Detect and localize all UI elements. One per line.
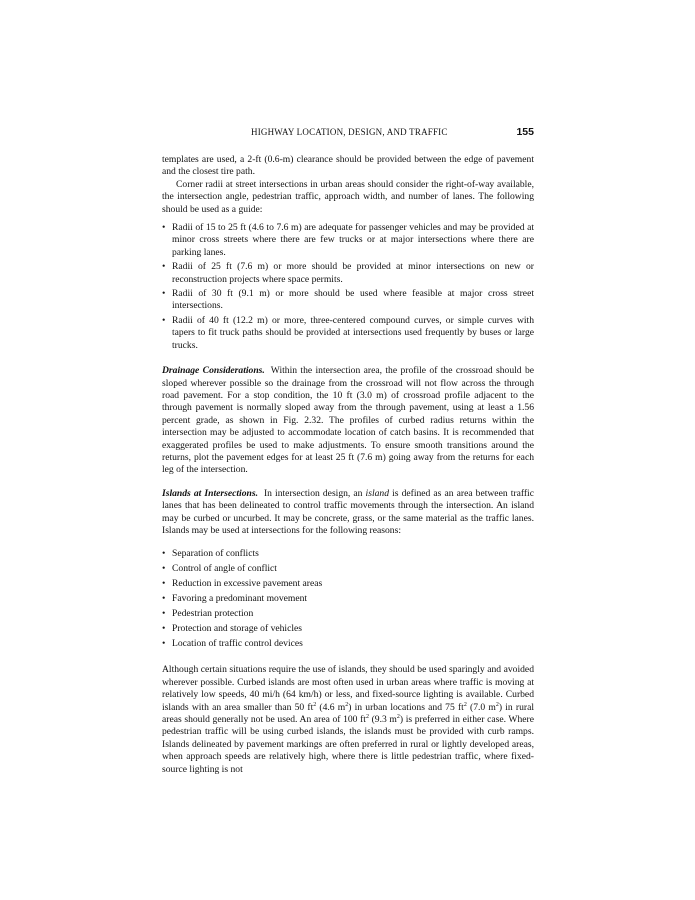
drainage-heading: Drainage Considerations. (162, 365, 265, 377)
islands-usage-paragraph: Although certain situations require the use of islands, they should be used sparingly and avoided wherever possible. Curbed islands are most often used in urban areas where traffic is moving at relatively low speeds, 40 mi/h (64 km/h) or less, and fixed-source lighting is available. Curbed islands with an area smaller than 50 $ft^2$ (4.6 $m^2$) in urban locations and 75 $ft^2$ (7.0 $m^2$) in rural areas should generally not be used. An area of 100 $ft^2$ (9.3 $m^2$) is preferred in either case. Where pedestrian traffic will be using curbed islands, the islands must be provided with curb ramps. Islands delineated by pavement markings are often preferred in rural or lightly developed areas, when approach speeds are relatively high, where there is little pedestrian traffic, where fixed-source lighting is not (162, 664, 534, 775)
page-number: 155 (516, 126, 534, 138)
islands-text-before: In intersection design, an (263, 487, 363, 499)
list-item: • Radii of 40 ft (12.2 m) or more, three-centered compound curves, or simple curves with tapers to fit truck paths should be provided at intersections used frequently by buses or large trucks. (162, 315, 534, 352)
list-item: • Protection and storage of vehicles (162, 623, 534, 635)
radii-bullet-list (162, 222, 534, 352)
list-item: • Separation of conflicts (162, 548, 534, 560)
islands-text-after: is defined as an area between traffic lanes that has been delineated to control traffic movements through the intersection. An island may be curbed or uncurbed. It may be concrete, grass, or the same material as the traffic lanes. Islands may be used at intersections for the following reasons: (162, 487, 534, 536)
paragraph-corner-radii: Corner radii at street intersections in urban areas should consider the right-of-way available, the intersection angle, pedestrian traffic, approach width, and number of lanes. The following should be used as a guide: (162, 178, 534, 215)
list-item: • Location of traffic control devices (162, 638, 534, 650)
islands-section (162, 488, 534, 538)
list-item: • Radii of 25 ft (7.6 m) or more should be provided at minor intersections on new or reconstruction projects where space permits. (162, 261, 534, 286)
paragraph-continuation: templates are used, a 2-ft (0.6-m) clearance should be provided between the edge of pavement and the closest tire path. (162, 154, 534, 178)
list-item: • Radii of 30 ft (9.1 m) or more should be used where feasible at major cross street intersections. (162, 288, 534, 313)
islands-heading: Islands at Intersections. (162, 487, 258, 499)
running-header (162, 126, 534, 140)
list-item: • Control of angle of conflict (162, 563, 534, 575)
drainage-section (162, 365, 534, 477)
list-item: • Radii of 15 to 25 ft (4.6 to 7.6 m) are adequate for passenger vehicles and may be provided at minor cross streets where there are few trucks or at major intersections where there are parking lanes. (162, 222, 534, 259)
list-item: • Reduction in excessive pavement areas (162, 578, 534, 590)
islands-term: island (365, 487, 390, 499)
page-body (162, 154, 534, 776)
drainage-text: Within the intersection area, the profile of the crossroad should be sloped wherever possible so the drainage from the crossroad will not flow across the through road pavement. For a stop condition, the 10 ft (3.0 m) of crossroad profile adjacent to the through pavement is normally sloped away from the through pavement, using at least a 1.56 percent grade, as shown in Fig. 2.32. The profiles of curbed radius returns within the intersection may be adjusted to accommodate location of catch basins. It is recommended that exaggerated profiles be used to make adjustments. To ensure smooth transitions around the returns, plot the pavement edges for at least 25 ft (7.6 m) going away from the returns for each leg of the intersection. (162, 365, 534, 476)
list-item: • Favoring a predominant movement (162, 593, 534, 605)
reasons-bullet-list (162, 548, 534, 650)
running-title: HIGHWAY LOCATION, DESIGN, AND TRAFFIC (251, 127, 448, 137)
list-item: • Pedestrian protection (162, 608, 534, 620)
